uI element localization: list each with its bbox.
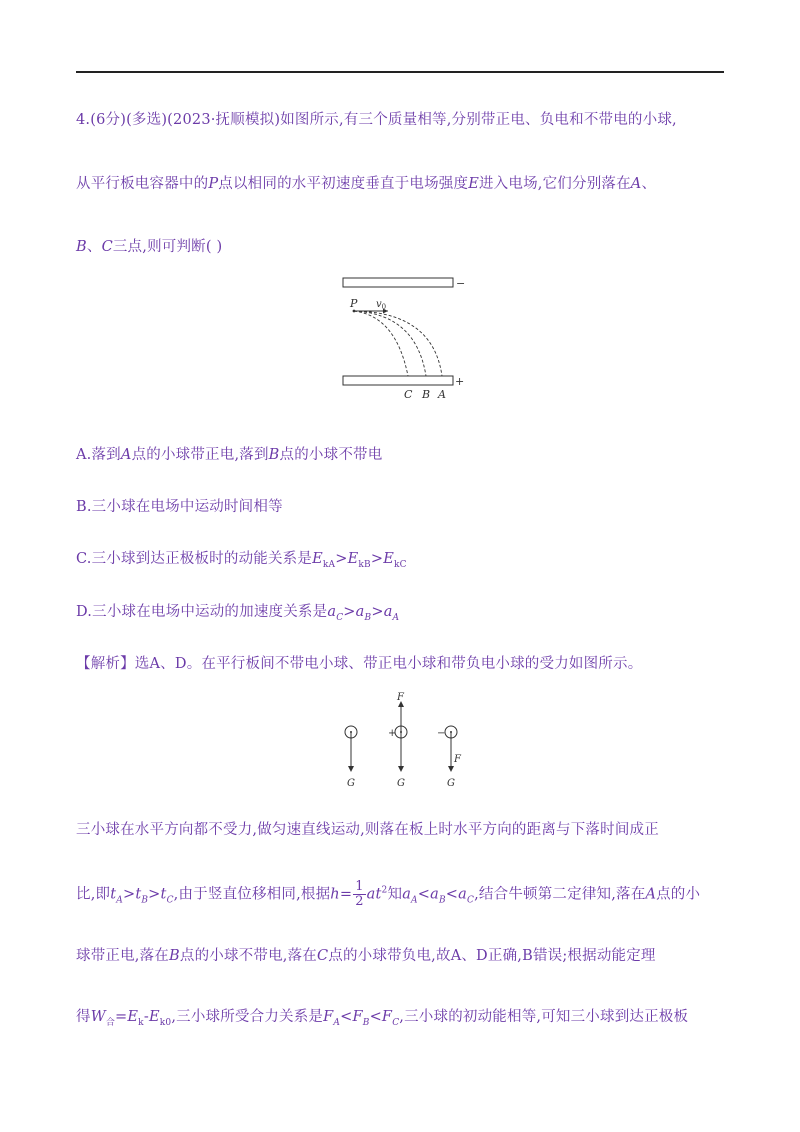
var-a: a: [402, 886, 412, 903]
F-label-1: F: [397, 692, 404, 703]
analysis-line-2: [76, 818, 659, 839]
var-C: C: [101, 239, 113, 255]
var-P: P: [208, 176, 219, 192]
text: ,由于竖直位移相同,根据: [173, 886, 331, 903]
trajectory-A: [354, 311, 442, 376]
text: 点的小球不带电: [279, 447, 383, 463]
sub: B: [362, 1017, 370, 1028]
var-t: t: [135, 886, 142, 903]
var-B: B: [268, 447, 280, 463]
var-F: F: [323, 1009, 334, 1025]
sub: k0: [159, 1017, 172, 1028]
text: 球带正电,落在: [76, 948, 170, 964]
gt: >: [370, 551, 384, 567]
sub: B: [438, 895, 446, 906]
capacitor-figure: [330, 270, 480, 405]
sub: C: [392, 1017, 400, 1028]
var-F: F: [381, 1009, 393, 1025]
analysis-line-4: [76, 944, 656, 965]
var-B: B: [76, 239, 87, 255]
var-at: at: [366, 886, 382, 903]
lt: <: [417, 886, 431, 903]
text: 从平行板电容器中的: [76, 176, 209, 192]
sub: C: [166, 895, 174, 906]
G-label-1: G: [347, 778, 355, 789]
lt: <: [445, 886, 459, 903]
force-diagram: [335, 688, 475, 794]
gt: >: [148, 886, 161, 903]
var-E: E: [148, 1009, 160, 1025]
gt: >: [335, 551, 348, 567]
sub: kC: [394, 559, 407, 570]
sub: C: [467, 895, 475, 906]
question-line-3: [76, 235, 222, 256]
option-D: [76, 600, 399, 621]
var-A: A: [120, 447, 132, 463]
option-C: [76, 547, 407, 568]
gt: >: [343, 604, 356, 620]
text: A.落到: [76, 447, 121, 463]
text: 比,即: [76, 886, 111, 903]
minus: -: [143, 1009, 149, 1025]
question-text: 4.(6分)(多选)(2023·抚顺模拟)如图所示,有三个质量相等,分别带正电、负电和不带电的小球,: [76, 112, 677, 128]
plus-label: +: [455, 375, 465, 388]
G-label-3: G: [447, 778, 455, 789]
var-E: E: [468, 176, 479, 192]
text: D.三小球在电场中运动的加速度关系是: [76, 604, 328, 620]
negative-plate: [343, 278, 453, 287]
positive-plate: [343, 376, 453, 385]
var-F: F: [352, 1009, 363, 1025]
text: 点的小: [656, 886, 701, 903]
analysis-line-1: [76, 652, 642, 673]
point-A-label: A: [438, 388, 446, 401]
var-t: t: [160, 886, 167, 903]
sup: 2: [381, 885, 388, 896]
top-rule: [76, 71, 724, 73]
sub: k: [138, 1017, 144, 1028]
var-a: a: [383, 604, 393, 620]
option-A: [76, 443, 382, 464]
v0-label: $v_0$: [376, 299, 387, 311]
var-A: A: [630, 176, 642, 192]
trajectory-C: [354, 311, 408, 376]
analysis-line-3: [76, 880, 700, 909]
text: 三小球在水平方向都不受力,做匀速直线运动,则落在板上时水平方向的距离与下落时间成正: [76, 822, 659, 838]
F-label-2: F: [454, 754, 461, 765]
sub: 合: [105, 1017, 116, 1028]
sub: kA: [322, 559, 336, 570]
sub: B: [141, 895, 149, 906]
text: 进入电场,它们分别落在: [478, 176, 631, 192]
text: C.三小球到达正极板时的动能关系是: [76, 551, 313, 567]
fraction-half: [353, 880, 365, 909]
var-C: C: [316, 948, 329, 964]
var-t: t: [110, 886, 117, 903]
var-W: W: [90, 1009, 106, 1025]
lt: <: [369, 1009, 382, 1025]
text: 点的小球带正电,落到: [131, 447, 269, 463]
text: 三点,则可判断( ): [112, 239, 223, 255]
denominator: 2: [355, 894, 364, 909]
var-E: E: [127, 1009, 139, 1025]
var-h: h: [330, 886, 340, 903]
var-E: E: [383, 551, 395, 567]
analysis-line-5: [76, 1005, 688, 1026]
plus-sign: +: [388, 728, 397, 739]
var-E: E: [312, 551, 323, 567]
var-E: E: [347, 551, 359, 567]
minus-label: −: [456, 277, 466, 290]
question-line-1: [76, 108, 677, 129]
var-a: a: [430, 886, 439, 903]
text: 点的小球带负电,故A、D正确,B错误;根据动能定理: [328, 948, 656, 964]
text: ,三小球的初动能相等,可知三小球到达正极板: [399, 1009, 689, 1025]
text: B.三小球在电场中运动时间相等: [76, 499, 283, 515]
sub: A: [392, 612, 400, 623]
eq: =: [339, 886, 353, 903]
sub: kB: [358, 559, 371, 570]
question-line-2: [76, 172, 656, 193]
text: 、: [641, 176, 657, 192]
trajectory-B: [354, 311, 426, 376]
var-a: a: [327, 604, 337, 620]
var-a: a: [458, 886, 468, 903]
point-P-label: P: [350, 297, 358, 310]
point-B-label: B: [422, 388, 431, 401]
var-a: a: [355, 604, 365, 620]
minus-sign: −: [437, 728, 446, 739]
text: 【解析】选A、D。在平行板间不带电小球、带正电小球和带负电小球的受力如图所示。: [76, 656, 643, 672]
var-A: A: [645, 886, 657, 903]
eq: =: [115, 1009, 128, 1025]
sub: B: [364, 612, 372, 623]
text: 点的小球不带电,落在: [179, 948, 317, 964]
lt: <: [340, 1009, 353, 1025]
sub: A: [411, 895, 418, 906]
point-C-label: C: [404, 388, 413, 401]
text: ,结合牛顿第二定律知,落在: [474, 886, 646, 903]
text: 知: [387, 886, 403, 903]
text: 、: [86, 239, 102, 255]
sub: C: [336, 612, 344, 623]
G-label-2: G: [397, 778, 405, 789]
option-B: [76, 495, 283, 516]
gt: >: [371, 604, 384, 620]
var-B: B: [169, 948, 180, 964]
gt: >: [122, 886, 136, 903]
text: 得: [76, 1009, 91, 1025]
numerator: 1: [355, 879, 364, 894]
text: 点以相同的水平初速度垂直于电场强度: [218, 176, 469, 192]
sub: A: [333, 1017, 341, 1028]
text: ,三小球所受合力关系是: [171, 1009, 324, 1025]
sub: A: [116, 895, 123, 906]
